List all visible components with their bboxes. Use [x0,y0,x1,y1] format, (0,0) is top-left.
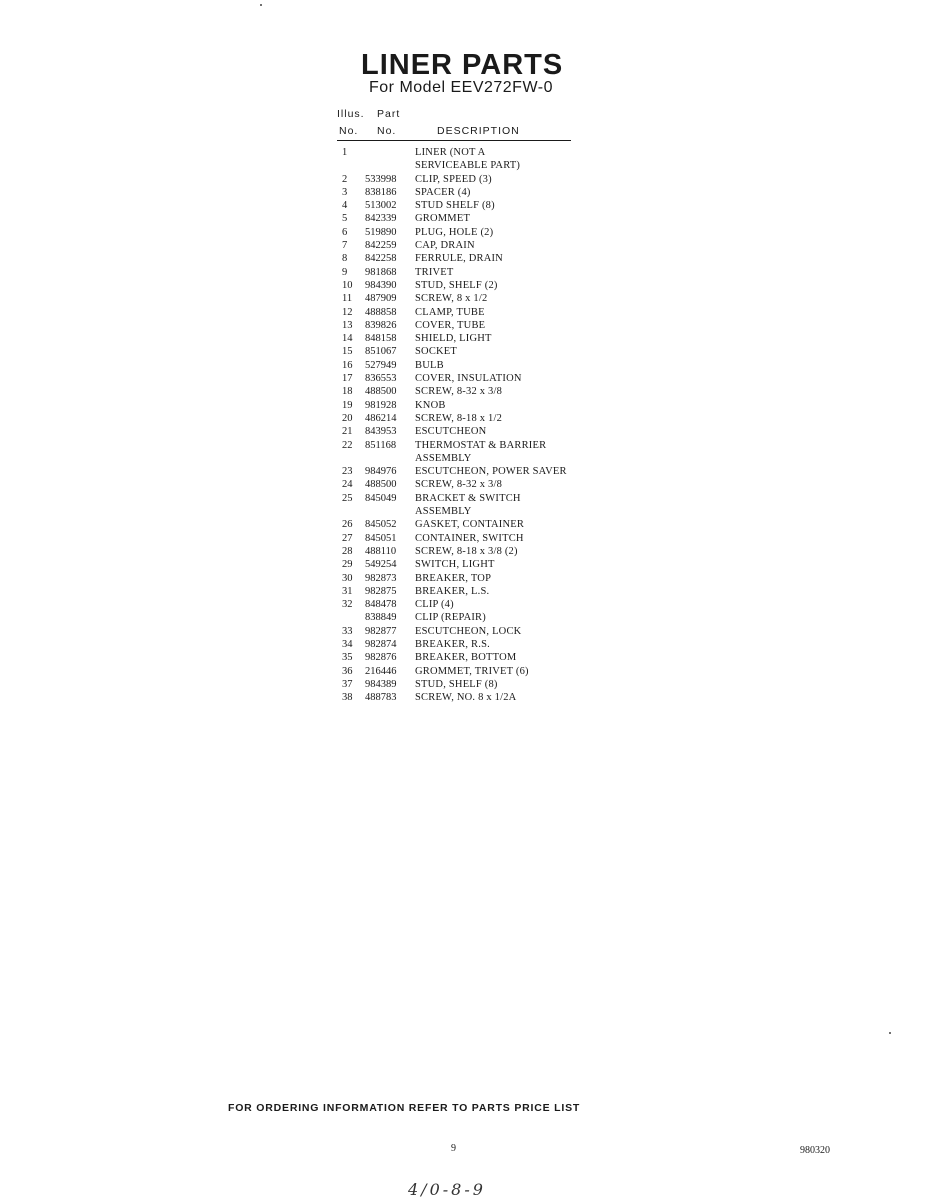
part-no-cell: 488500 [365,479,397,491]
description-cell: STUD, SHELF (8) [415,678,498,690]
illus-no-header: No. [339,125,359,137]
part-no-cell: 486214 [365,412,397,424]
description-cell: SERVICEABLE PART) [415,160,521,172]
part-no-cell: 842259 [365,240,397,252]
part-no-cell: 851067 [365,346,397,358]
description-cell: SWITCH, LIGHT [415,559,495,571]
model-subtitle: For Model EEV272FW-0 [369,79,553,96]
illus-no-cell: 19 [342,399,353,411]
table-row [337,399,587,412]
part-no-cell: 845049 [365,492,397,504]
page-title: LINER PARTS [361,49,564,81]
part-no-cell: 519890 [365,226,397,238]
table-row [337,159,587,172]
illus-no-cell: 14 [342,333,353,345]
part-no-header: No. [377,125,397,137]
part-no-cell: 488783 [365,692,397,704]
description-cell: ASSEMBLY [415,452,472,464]
table-row [337,239,587,252]
part-no-cell: 533998 [365,173,397,185]
illus-no-cell: 11 [342,293,353,305]
description-cell: CLAMP, TUBE [415,306,485,318]
illus-no-cell [337,611,365,624]
table-row [337,625,587,638]
illus-no-cell: 1 [342,147,348,158]
illus-no-cell: 30 [342,572,353,584]
table-row [337,212,587,225]
table-row [337,279,587,292]
description-cell: STUD, SHELF (2) [415,279,498,291]
illus-no-cell: 35 [342,652,353,664]
table-row [337,611,587,624]
illus-no-cell: 33 [342,625,353,637]
illus-no-cell: 28 [342,545,353,557]
table-row [337,492,587,505]
document-code: 980320 [800,1145,830,1156]
ordering-info-note: FOR ORDERING INFORMATION REFER TO PARTS PRICE LIST [228,1102,581,1114]
table-row [337,545,587,558]
illus-no-cell: 31 [342,585,353,597]
description-cell: SCREW, 8-32 x 3/8 [415,386,503,398]
part-no-cell: 838186 [365,186,397,198]
illus-no-cell: 23 [342,466,353,478]
description-cell: CAP, DRAIN [415,240,475,252]
description-cell: STUD SHELF (8) [415,200,495,212]
illus-no-cell: 2 [342,173,348,185]
illus-no-cell: 18 [342,386,353,398]
part-no-cell: 488110 [365,545,397,557]
part-no-cell: 848158 [365,333,397,345]
illus-no-cell: 21 [342,426,353,438]
description-cell: SCREW, 8 x 1/2 [415,293,488,305]
description-cell: BREAKER, L.S. [415,585,490,597]
description-cell: SCREW, 8-18 x 1/2 [415,412,503,424]
table-row [337,439,587,452]
illus-no-cell: 27 [342,532,353,544]
description-cell: BREAKER, BOTTOM [415,652,517,664]
table-row [337,651,587,664]
table-row [337,465,587,478]
table-row [337,226,587,239]
illus-no-cell: 29 [342,559,353,571]
part-no-cell: 836553 [365,373,397,385]
part-no-cell: 982875 [365,585,397,597]
description-cell: SHIELD, LIGHT [415,333,492,345]
part-no-cell: 549254 [365,559,397,571]
description-cell: GASKET, CONTAINER [415,519,525,531]
part-no-cell: 981928 [365,399,397,411]
illus-no-cell: 12 [342,306,353,318]
part-header-top: Part [377,108,401,120]
illus-no-cell: 4 [342,200,348,212]
illus-no-cell: 5 [342,213,348,225]
description-cell: LINER (NOT A [415,147,486,158]
part-no-cell: 488500 [365,386,397,398]
table-row [337,572,587,585]
table-row [337,345,587,358]
part-no-cell: 488858 [365,306,397,318]
illus-no-cell: 34 [342,638,353,650]
table-row [337,266,587,279]
illus-no-cell: 7 [342,240,348,252]
table-row [337,691,587,704]
part-no-cell: 838849 [365,612,397,624]
part-no-cell: 842339 [365,213,397,225]
description-cell: THERMOSTAT & BARRIER [415,439,547,451]
table-row [337,146,587,159]
description-cell: TRIVET [415,266,454,278]
description-cell: ASSEMBLY [415,506,472,518]
description-cell: PLUG, HOLE (2) [415,226,494,238]
illus-no-cell [337,505,365,518]
part-no-cell: 984389 [365,678,397,690]
part-no-cell: 982873 [365,572,397,584]
description-cell: GROMMET [415,213,471,225]
description-cell: CLIP, SPEED (3) [415,173,492,185]
description-cell: GROMMET, TRIVET (6) [415,665,529,677]
description-header: DESCRIPTION [437,125,520,137]
part-no-cell: 851168 [365,439,397,451]
table-row [337,558,587,571]
illus-no-cell: 13 [342,319,353,331]
table-row [337,518,587,531]
part-no-cell [365,159,415,172]
illus-no-cell: 38 [342,692,353,704]
description-cell: SCREW, 8-32 x 3/8 [415,479,503,491]
table-row [337,598,587,611]
handwritten-note: 4/0-8-9 [408,1180,486,1199]
part-no-cell: 843953 [365,426,397,438]
table-row [337,385,587,398]
description-cell: SPACER (4) [415,186,471,198]
part-no-cell: 982877 [365,625,397,637]
description-cell: FERRULE, DRAIN [415,253,503,265]
table-row [337,306,587,319]
table-row [337,665,587,678]
description-cell: BREAKER, TOP [415,572,492,584]
table-row [337,372,587,385]
table-row [337,505,587,518]
description-cell: BREAKER, R.S. [415,638,490,650]
table-row [337,199,587,212]
table-row [337,678,587,691]
scan-speck [889,1032,891,1034]
table-row [337,359,587,372]
table-row [337,173,587,186]
illus-no-cell: 20 [342,412,353,424]
description-cell: SOCKET [415,346,458,358]
table-row [337,425,587,438]
part-no-cell: 839826 [365,319,397,331]
description-cell: BRACKET & SWITCH [415,492,521,504]
table-row [337,412,587,425]
part-no-cell [365,146,415,159]
description-cell: ESCUTCHEON, POWER SAVER [415,466,567,478]
description-cell: CLIP (REPAIR) [415,612,486,624]
table-row [337,638,587,651]
illus-no-cell: 16 [342,359,353,371]
illus-no-cell: 24 [342,479,353,491]
description-cell: BULB [415,359,444,371]
table-row [337,186,587,199]
illus-no-cell: 25 [342,492,353,504]
part-no-cell: 842258 [365,253,397,265]
table-row [337,252,587,265]
table-row [337,332,587,345]
table-row [337,478,587,491]
illus-no-cell: 8 [342,253,348,265]
illus-no-cell: 10 [342,279,353,291]
illus-no-cell [337,452,365,465]
illus-no-cell: 36 [342,665,353,677]
page-number: 9 [451,1143,456,1154]
part-no-cell: 845052 [365,519,397,531]
part-no-cell: 982876 [365,652,397,664]
illus-no-cell: 26 [342,519,353,531]
scan-speck [260,4,262,6]
table-row [337,292,587,305]
part-no-cell: 984390 [365,279,397,291]
part-no-cell [365,452,415,465]
illus-no-cell: 37 [342,678,353,690]
part-no-cell: 487909 [365,293,397,305]
description-cell: SCREW, NO. 8 x 1/2A [415,692,517,704]
part-no-cell: 845051 [365,532,397,544]
description-cell: COVER, INSULATION [415,373,522,385]
part-no-cell: 513002 [365,200,397,212]
illus-no-cell: 22 [342,439,353,451]
part-no-cell: 848478 [365,599,397,611]
part-no-cell: 982874 [365,638,397,650]
part-no-cell: 984976 [365,466,397,478]
part-no-cell: 981868 [365,266,397,278]
description-cell: ESCUTCHEON [415,426,487,438]
illus-no-cell: 9 [342,266,348,278]
header-rule [337,140,571,141]
part-no-cell [365,505,415,518]
description-cell: CONTAINER, SWITCH [415,532,524,544]
table-row [337,452,587,465]
illus-no-cell [337,159,365,172]
description-cell: COVER, TUBE [415,319,486,331]
illus-no-cell: 32 [342,599,353,611]
description-cell: ESCUTCHEON, LOCK [415,625,522,637]
part-no-cell: 216446 [365,665,397,677]
table-row [337,319,587,332]
table-row [337,585,587,598]
description-cell: CLIP (4) [415,599,454,611]
illus-no-cell: 6 [342,226,348,238]
illus-no-cell: 3 [342,186,348,198]
table-row [337,532,587,545]
description-cell: KNOB [415,399,446,411]
description-cell: SCREW, 8-18 x 3/8 (2) [415,545,518,557]
illus-header-top: Illus. [337,108,365,120]
illus-no-cell: 15 [342,346,353,358]
illus-no-cell: 17 [342,373,353,385]
parts-list [337,146,587,704]
part-no-cell: 527949 [365,359,397,371]
